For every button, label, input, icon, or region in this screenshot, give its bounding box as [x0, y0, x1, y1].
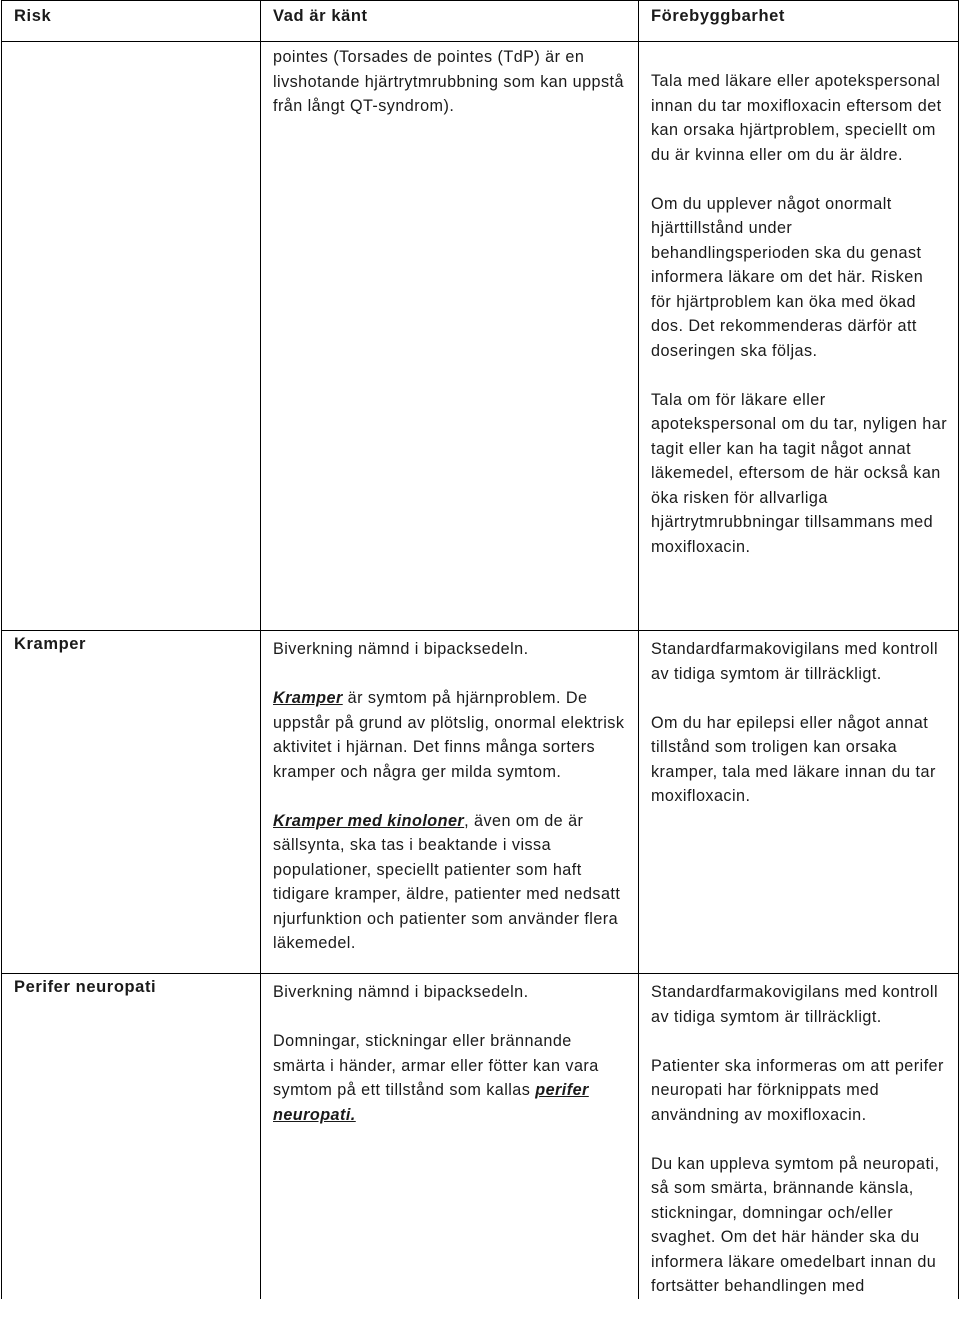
- known-text: pointes (Torsades de pointes (TdP) är en livshotande hjärtrytmrubbning som kan uppstå från långt QT-syndrom).: [273, 48, 624, 115]
- table-row-qt: [2, 42, 959, 631]
- prevent-text: Tala med läkare eller apotekspersonal innan du tar moxifloxacin eftersom det kan orsaka hjärtproblem, speciellt om du är kvinna eller om du är äldre.: [651, 72, 942, 164]
- header-known: Vad är känt: [261, 1, 639, 42]
- known-text-rest: Domningar, stickningar eller brännande smärta i händer, armar eller fötter kan vara symtom på ett tillstånd som kallas: [273, 1032, 599, 1099]
- known-text: Biverkning nämnd i bipacksedeln.: [273, 983, 529, 1001]
- risk-label-neuropati: Perifer neuropati: [2, 974, 261, 1299]
- prevent-text: Tala om för läkare eller apotekspersonal om du tar, nyligen har tagit eller kan ha tagit något annat läkemedel, eftersom de här också kan öka risken för allvarliga hjärtrytmrubbningar tillsammans med moxifloxacin.: [651, 390, 948, 556]
- header-prevent: Förebyggbarhet: [639, 1, 959, 42]
- prevent-text: Om du upplever något onormalt hjärttillstånd under behandlingsperioden ska du genast informera läkare om det här. Risken för hjärtproblem kan öka med ökad dos. Det rekommenderas därför att doseringen ska följas.: [651, 194, 924, 360]
- prevent-cell-qt: [639, 42, 959, 631]
- prevent-text: Du kan uppleva symtom på neuropati, så som smärta, brännande känsla, stickningar, domningar och/eller svaghet. Om det här händer ska du informera läkare omedelbart innan du fortsätter behandlingen med: [651, 1154, 940, 1295]
- known-text: [273, 809, 628, 956]
- known-cell-kramper: [261, 631, 639, 974]
- prevent-text: Patienter ska informeras om att perifer neuropati har förknippats med användning av moxifloxacin.: [651, 1056, 944, 1124]
- risk-label-kramper: Kramper: [2, 631, 261, 974]
- prevent-text: Standardfarmakovigilans med kontroll av tidiga symtom är tillräckligt.: [651, 640, 939, 683]
- known-text: [273, 1029, 628, 1127]
- prevent-cell-kramper: [639, 631, 959, 974]
- emphasis-term: Kramper: [273, 689, 343, 707]
- prevent-text: Standardfarmakovigilans med kontroll av tidiga symtom är tillräckligt.: [651, 983, 939, 1026]
- emphasis-term: perifer neuropati.: [273, 1081, 589, 1124]
- known-cell-neuropati: [261, 974, 639, 1299]
- table-row-kramper: [2, 631, 959, 974]
- prevent-text: Om du har epilepsi eller något annat tillstånd som troligen kan orsaka kramper, tala med läkare innan du tar moxifloxacin.: [651, 713, 936, 805]
- known-text: [273, 686, 628, 784]
- known-text-rest: , även om de är sällsynta, ska tas i beaktande i vissa populationer, speciellt patienter som haft tidigare kramper, äldre, patienter med nedsatt njurfunktion och patienter som använder flera läkemedel.: [273, 811, 621, 952]
- prevent-cell-neuropati: [639, 974, 959, 1299]
- risk-cell-qt: [2, 42, 261, 631]
- known-cell-qt: [261, 42, 639, 631]
- known-text-rest: är symtom på hjärnproblem. De uppstår på grund av plötslig, onormal elektrisk aktivitet i hjärnan. Det finns många sorters kramper och några ger milda symtom.: [273, 689, 625, 781]
- header-risk: Risk: [2, 1, 261, 42]
- table-header-row: [2, 1, 959, 42]
- table-row-neuropati: [2, 974, 959, 1299]
- emphasis-term: Kramper med kinoloner: [273, 811, 465, 830]
- known-text: Biverkning nämnd i bipacksedeln.: [273, 640, 529, 658]
- risk-table: [1, 0, 959, 1299]
